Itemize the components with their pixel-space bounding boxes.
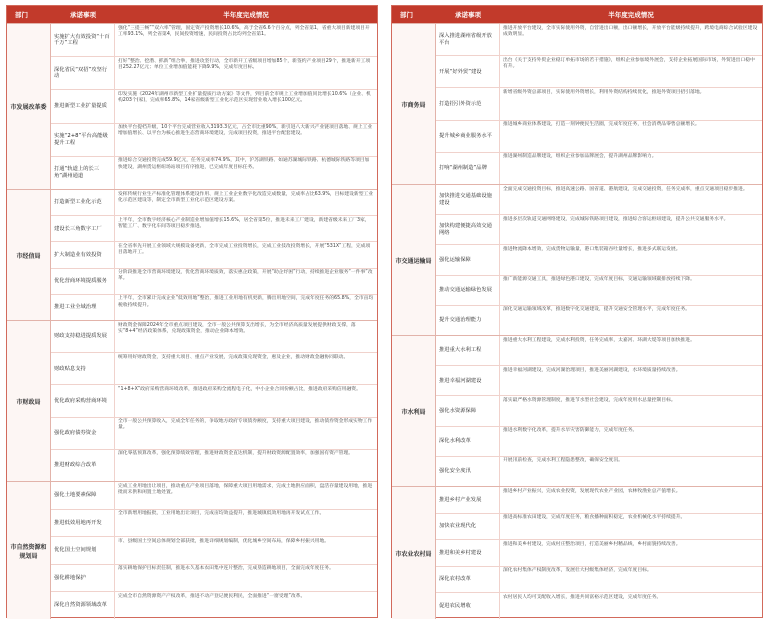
table-row (51, 449, 377, 481)
department-name: 市发展改革委 (7, 24, 51, 189)
commitment-cell: 打通“轨道上的长三角”湖州通道 (51, 157, 115, 189)
commitment-cell: 开展“好外贸”建设 (436, 56, 500, 87)
progress-cell: 推进高标准农田建设，完成年度任务，粮食播种面积稳定，农业机械化水平持续提升。 (503, 515, 686, 521)
department-section (7, 189, 377, 320)
table-row (51, 241, 377, 267)
commitment-cell: 深化自然资源领域改革 (51, 592, 115, 619)
table-row (436, 305, 762, 335)
department-name: 市经信局 (7, 190, 51, 320)
progress-cell: 完成工业用地出让项目，推动重点产业项目落地，保障重大项目用地需求，完成土地供应面积，盘活存量建设用地，推进批而未供和闲置土地处置。 (118, 483, 373, 495)
commitment-cell: 深化水利改革 (436, 427, 500, 456)
header-commitment: 承诺事项 (455, 11, 481, 19)
table-row (436, 566, 762, 593)
progress-cell: 全面完成交通投资目标，推进高速公路、国省道、港航建设，完成交通投资，任务完成率，重点交通项目稳步推进。 (503, 186, 748, 192)
progress-cell: 推进重大水利工程建设，完成水利投资，任务完成率，太嘉河、环湖大堤等项目加快推进。 (503, 337, 695, 343)
progress-cell: 统筹用好财政资金，支持重大项目、重点产业发展，完成政策兑现资金，惠及企业，推动财政金融协同联动。 (118, 354, 349, 360)
table-row (51, 417, 377, 449)
commitment-cell: 实施“2+8”平台高能级提升工程 (51, 124, 115, 156)
commitment-cell: 强化土地要素保障 (51, 482, 115, 509)
commitment-cell: 深入推进湖州省级开放平台 (436, 24, 500, 55)
progress-cell: 深化农村集体产权制度改革，发展壮大村级集体经济，完成年度目标。 (503, 568, 652, 574)
table-row (436, 426, 762, 456)
right-table-body (392, 23, 762, 619)
progress-cell: 市、县级国土空间总体规划全部获批，推进详细规划编制，优化城乡空间布局，保障乡村振兴用地。 (118, 538, 330, 544)
commitment-cell: 推动交通运输绿色发展 (436, 276, 500, 305)
table-row (51, 123, 377, 156)
table-row (436, 487, 762, 513)
table-row (51, 482, 377, 509)
header-dept: 部门 (400, 11, 413, 19)
commitment-cell: 打造新型工业化示范 (51, 190, 115, 215)
progress-cell: 推进城乡商业体系建设，打造一刻钟便民生活圈，完成年度任务，社会消费品零售总额增长。 (503, 122, 700, 128)
commitment-cell: 财政支持稳进提质发展 (51, 321, 115, 352)
department-section (7, 320, 377, 481)
progress-cell: 落实耕地保护目标责任制，推进永久基本农田集中连片整治，完成垦造耕地项目，全面完成年度任务。 (118, 566, 334, 572)
table-row (51, 215, 377, 241)
department-section (392, 184, 762, 335)
progress-cell: 推进开放平台建设，全市实际使用外资，自营进出口额，出口额增长，开放平台能级持续提升，跨境电商综合试验区建设成效明显。 (503, 25, 758, 37)
progress-cell: 推进物流降本增效，完成货物运输量，港口集装箱吞吐量增长，推进多式联运发展。 (503, 246, 681, 252)
commitment-cell: 深化省民“双招”攻坚行动 (51, 57, 115, 89)
table-row (436, 513, 762, 540)
table-row (436, 592, 762, 619)
commitment-cell: 推进工业全域治理 (51, 295, 115, 320)
table-row (436, 539, 762, 566)
department-name: 市财政局 (7, 321, 51, 481)
progress-cell: 推进综合交通投资完成59.9亿元，任务完成率74.9%，其中，沪苏湖铁路、如通苏湖城际铁路、杭德城际铁路等项目加快建设，湖州货运枢纽场站项目有序推进，已完成年度目标任务。 (118, 158, 370, 170)
header-progress: 半年度完成情况 (608, 11, 654, 19)
table-row (436, 120, 762, 152)
commitment-cell: 提升城乡商业服务水平 (436, 121, 500, 152)
commitment-cell: 加快农业现代化 (436, 514, 500, 540)
department-section (7, 481, 377, 619)
progress-cell: 深化交通运输领域改革，推进数字化交通建设，提升交通安全管理水平，完成年度任务。 (503, 307, 691, 313)
commitment-list (436, 185, 762, 335)
progress-cell: 推进乡村产业振兴，完成农业投资，发展现代农业产业园，农林牧渔业总产值增长。 (503, 488, 681, 494)
commitment-cell: 加快构建便捷高效交通网络 (436, 215, 500, 244)
commitment-cell: 推进低效用地再开发 (51, 510, 115, 537)
department-section (392, 335, 762, 486)
commitment-cell: 打造招引外资示范 (436, 88, 500, 119)
commitment-cell: 推进乡村产业发展 (436, 487, 500, 513)
table-row (51, 24, 377, 56)
commitment-cell: 打响“湖州制造”品牌 (436, 153, 500, 184)
commitment-list (436, 487, 762, 619)
commitment-list (51, 190, 377, 320)
progress-cell: “1+8+X”政府采购营商环境改革，推进政府采购全流程电子化，中小企业合同份额占比，推进政府采购信用融资。 (118, 386, 361, 392)
progress-cell: 全市一般公共预算收入，完成全年任务的，争取地方政府专项债券额度，支持重大项目建设，推动债券资金形成实物工作量。 (118, 419, 373, 431)
commitment-cell: 提升交通治理能力 (436, 306, 500, 335)
table-row (51, 56, 377, 89)
progress-cell: 全市新增用地报批，工业用地出让项目，完成亩均效益提升，推进城镇低效用地再开发试点工作。 (118, 511, 325, 517)
department-section (392, 23, 762, 184)
table-row (436, 336, 762, 365)
commitment-cell: 优化营商环境提质服务 (51, 269, 115, 294)
commitment-list (51, 321, 377, 481)
table-row (436, 275, 762, 305)
commitment-cell: 强化水资源保障 (436, 396, 500, 425)
commitment-list (436, 24, 762, 184)
commitment-cell: 强化耕地保护 (51, 565, 115, 592)
table-row (436, 365, 762, 395)
commitment-cell: 强化安全度汛 (436, 457, 500, 486)
progress-cell: 开展汛前检查，完成水利工程隐患整改，确保安全度汛。 (503, 458, 623, 464)
commitment-cell: 深化农村改革 (436, 567, 500, 593)
department-name: 市交通运输局 (392, 185, 436, 335)
table-row (51, 509, 377, 537)
table-row (436, 185, 762, 214)
table-row (51, 352, 377, 384)
table-row (51, 384, 377, 416)
table-row (436, 24, 762, 55)
progress-cell: 发挥传统行业生产标准化管理体系建设作用、规上工业企业数字化改造完成数量，完成率占比63.9%，目标建设新型工业化示范区建设等，制定全市新型工业化示范区建设方案。 (118, 191, 374, 203)
table-row (51, 591, 377, 619)
commitment-list (51, 482, 377, 619)
commitment-cell: 优化国土空间规划 (51, 537, 115, 564)
progress-cell: 新增省级外资总部项目，实际使用外资增长，利用外资结构持续优化，推进外资项目招引落地。 (503, 89, 705, 95)
progress-cell: 推进湖州制造品牌建设，组织企业参加品牌展会，提升湖州品牌影响力。 (503, 154, 657, 160)
table-row (436, 55, 762, 87)
department-name: 市水利局 (392, 336, 436, 486)
progress-cell: 深化零基预算改革，强化预算绩效管理，推进财政资金直达机制，提升财政资源配置效率，加强国有资产管理。 (118, 451, 354, 457)
commitment-cell: 推进和美乡村建设 (436, 540, 500, 566)
header-commitment: 承诺事项 (70, 11, 96, 19)
progress-cell: 出台《关于支持外贸企业稳订单拓市场的若干措施》，组织企业参加境外展会，支持企业拓展国际市场，外贸进出口稳中有升。 (503, 57, 755, 69)
commitment-cell: 推进幸福河湖建设 (436, 366, 500, 395)
right-table (391, 5, 763, 618)
progress-cell: 推广新能源交通工具，推进绿色港口建设，完成年度目标，交通运输领域碳排放持续下降。 (503, 277, 695, 283)
commitment-list (436, 336, 762, 486)
department-name: 市农业农村局 (392, 487, 436, 619)
commitment-cell: 推进重大水利工程 (436, 336, 500, 365)
department-section (392, 486, 762, 619)
department-section (7, 23, 377, 189)
progress-cell: 上半年，全市数字经济核心产业制造业增加值增长15.6%，居全省第5位，推进未来工厂建设，新建省级未来工厂3家，智能工厂、数字化车间等项目稳步推进。 (118, 217, 370, 229)
commitment-cell: 扩大制造业有效投资 (51, 242, 115, 267)
commitment-cell: 推进财政综合改革 (51, 450, 115, 481)
progress-cell: 强化“三提三畅”“双六率”管理，固定资产投资增长10.6%，高于全省6.6个百分点，列全省第1，省重大项目新建项目开工率93.1%，列全省第4，民间投资增速，民间投资占比均列全省第1。 (118, 25, 370, 37)
commitment-cell: 强化运输保障 (436, 245, 500, 274)
commitment-cell: 财政贴息支持 (51, 353, 115, 384)
progress-cell: 推进和美乡村建设，完成村庄整治项目，打造美丽乡村精品线，乡村面貌持续改善。 (503, 541, 681, 547)
commitment-cell: 推进新型工业扩量提质 (51, 90, 115, 122)
progress-cell: 农村居民人均可支配收入增长，推进共同富裕示范区建设，完成年度任务。 (503, 594, 662, 600)
commitment-cell: 加快推进交通基础设施建设 (436, 185, 500, 214)
header-progress: 半年度完成情况 (223, 11, 269, 19)
department-name: 市自然资源和规划局 (7, 482, 51, 619)
progress-cell: 落实最严格水资源管理制度，推进节水型社会建设，完成年度用水总量控制目标。 (503, 397, 676, 403)
progress-cell: 完成全市自然资源资产产权改革，推进不动产登记便民利民，全面推进“一窗受理”改革。 (118, 593, 306, 599)
commitment-cell: 建设长三角数字工厂 (51, 216, 115, 241)
department-name: 市商务局 (392, 24, 436, 184)
progress-cell: 印发实施《2024年湖州市新型工业扩量提质行动方案》等文件，到目前全市规上工业增加值同比增长10.6%（企业、机构203个(家)，完成率65.8%，14家省级新型工业化示范区实现营业收入增长100亿元。 (118, 91, 371, 104)
table-row (436, 152, 762, 184)
commitment-cell: 优化政府采购营商环境 (51, 385, 115, 416)
table-row (51, 294, 377, 320)
table-row (51, 89, 377, 122)
progress-cell: 在全省率先开展工业领域大规模设备更新，全市完成工业投资增长，完成工业技改投资增长，开展“531X”工程，完成项目落地开工。 (118, 243, 371, 256)
table-row (436, 244, 762, 274)
progress-cell: 加快平台提档升级，10个平台完成营业收入3193.3亿元，占全市比重90%，新引进八大新兴产业链项目落地、规上工业增加值增长、以平台为核心推进生态营商环境建设，完成项目投资，推进平台配套建设。 (118, 125, 373, 137)
progress-cell: 推进多层次轨道交通网络建设，完成城际铁路项目建设，推进综合客运枢纽建设，提升公共交通服务水平。 (503, 216, 729, 222)
table-row (436, 214, 762, 244)
table-row (436, 395, 762, 425)
commitment-cell: 实施扩大有效投资“十百千万”工程 (51, 24, 115, 56)
table-header (392, 6, 762, 23)
table-row (436, 456, 762, 486)
header-dept: 部门 (15, 11, 28, 19)
commitment-cell: 促进农民增收 (436, 593, 500, 619)
table-row (51, 536, 377, 564)
table-row (51, 321, 377, 352)
commitment-cell: 强化政府债券资金 (51, 418, 115, 449)
left-table-body (7, 23, 377, 619)
table-row (51, 190, 377, 215)
table-row (436, 87, 762, 119)
progress-cell: 财政资金保障2024年全市重点项目建设，全市一般公共预算支出增长，为全市经济高质量发展提供财政支撑，落实“8+4”经济政策体系，兑现政策资金，推动企业降本增效。 (118, 322, 356, 334)
progress-cell: 上半年，全市累计完成企业“低效用地”整治，推进工业用地有机更新，腾出用地空间，完成年度任务的65.8%，全市亩均税收持续提升。 (118, 296, 374, 308)
table-row (51, 156, 377, 189)
left-table (6, 5, 378, 618)
progress-cell: 推进水利数字化改革，提升水旱灾害防御能力，完成年度任务。 (503, 428, 638, 434)
table-row (51, 268, 377, 294)
progress-cell: 推进幸福河湖建设，完成河湖治理项目，推进美丽河湖建设，水环境质量持续改善。 (503, 367, 681, 373)
progress-cell: 分阶段推进全市营商环境建设，优化营商环境质效，落实惠企政策，开展“助企纾困”行动，持续推进企业服务“一件事”改革。 (118, 270, 373, 282)
commitment-list (51, 24, 377, 189)
table-header (7, 6, 377, 23)
table-row (51, 564, 377, 592)
progress-cell: 打好“整治、挖潜、抓新”组合拳，推进攻坚行动，全市新开工省级项目增加85个，新签约产业项目29个，推进新开工项目252.27亿元；单位工业增加值能耗下降9.9%，完成年度目标。 (118, 58, 371, 70)
